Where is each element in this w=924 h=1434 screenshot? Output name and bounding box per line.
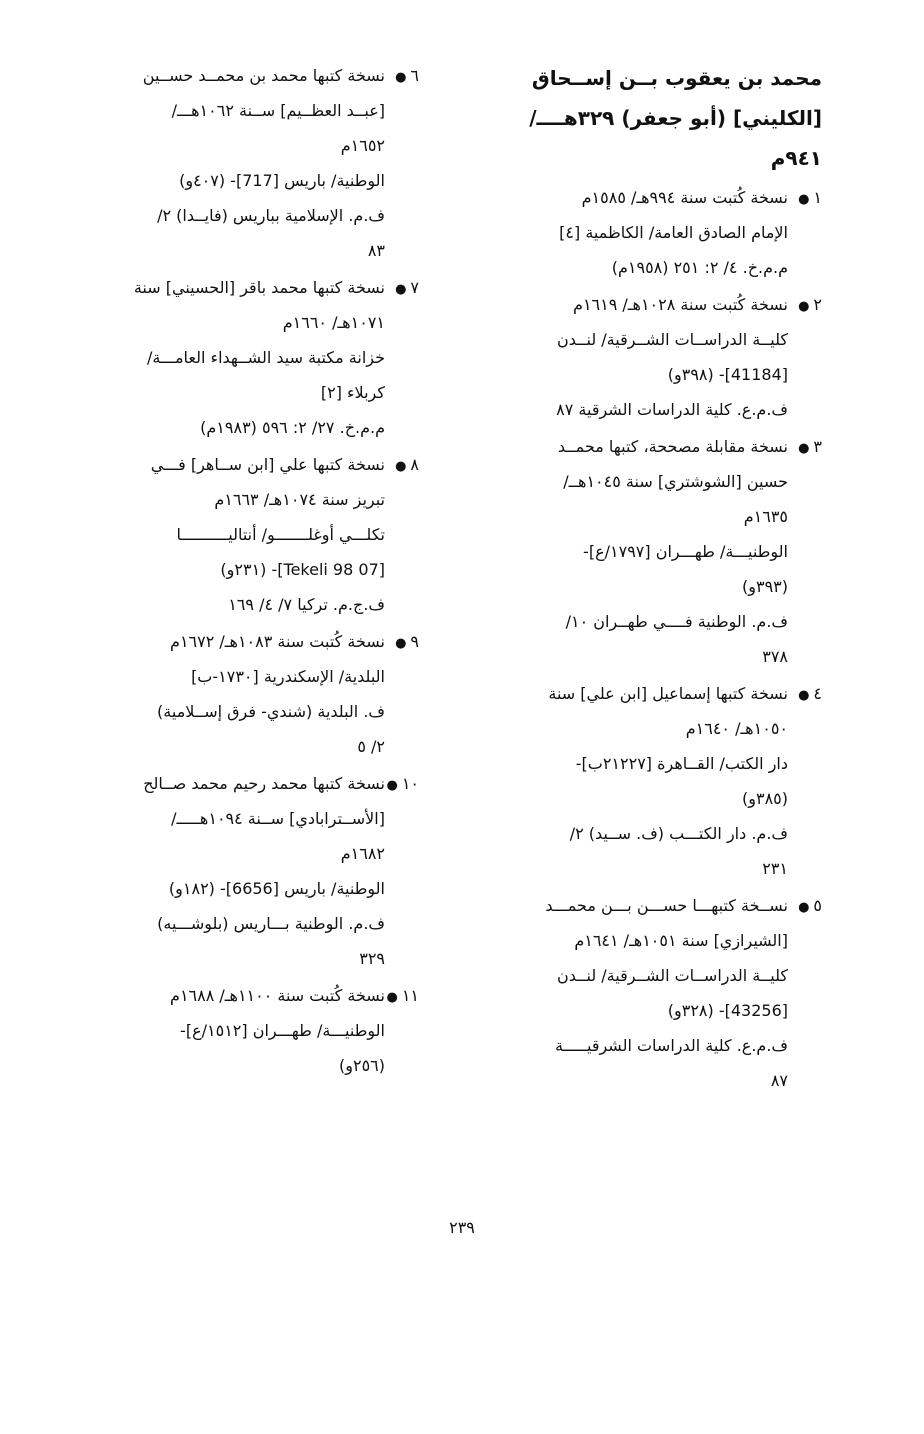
entry-number-text: ٢ <box>813 295 822 314</box>
entry-number-text: ٩ <box>410 632 419 651</box>
entry-detail-line: ٢٣١ <box>762 859 788 878</box>
entry-description: نسخة كُتبت سنة ١٠٨٣هـ/ ١٦٧٢م <box>170 632 385 651</box>
entry-detail-line: ف.م.ع. كلية الدراسات الشرقية ٨٧ <box>556 400 788 419</box>
entry-detail-line: ١٠٥٠هـ/ ١٦٤٠م <box>685 719 788 738</box>
entry-number <box>395 624 419 661</box>
bullet-icon: ● <box>386 778 398 793</box>
entry-detail-line: ف.م. الإسلامية بباريس (فايــدا) ٢/ <box>157 206 385 225</box>
entry-detail-line: تبريز سنة ١٠٧٤هـ/ ١٦٦٣م <box>214 490 385 509</box>
bullet-icon: ● <box>395 459 407 474</box>
entry-number-text: ٧ <box>410 278 419 297</box>
entry-number <box>395 447 419 484</box>
entry-detail-line: الإمام الصادق العامة/ الكاظمية [٤] <box>559 223 788 242</box>
entry-description: نســخة كتبهـــا حســـن بـــن محمـــد <box>545 896 788 915</box>
entry-detail-line: ف. البلدية (شندي- فرق إســلامية) <box>157 702 385 721</box>
entry-detail-line: ٨٧ <box>770 1071 788 1090</box>
manuscript-entry <box>94 978 419 1083</box>
entry-detail-line: ٣٧٨ <box>762 647 788 666</box>
heading-line: ٩٤١م <box>770 146 822 170</box>
bullet-icon: ● <box>395 70 407 85</box>
entry-number-text: ٥ <box>813 896 822 915</box>
entry-detail-line: ١٠٧١هـ/ ١٦٦٠م <box>282 313 385 332</box>
heading-line: [الكليني] (أبو جعفر) ٣٢٩هــــ/ <box>529 106 822 130</box>
entry-number-text: ٤ <box>813 684 822 703</box>
entry-number-text: ١ <box>813 188 822 207</box>
entry-number <box>395 58 419 95</box>
entry-detail-line: [عبــد العظــيم] ســنة ١٠٦٢هـــ/ <box>171 101 385 120</box>
bullet-icon: ● <box>798 688 810 703</box>
entry-detail-line: دار الكتب/ القــاهرة [٢١٢٢٧ب]- <box>575 754 788 773</box>
entry-number-text: ٨ <box>410 455 419 474</box>
entry-description: نسخة كُتبت سنة ٩٩٤هـ/ ١٥٨٥م <box>581 188 788 207</box>
entry-detail-line: [43256]- (٣٢٨و) <box>667 1001 788 1020</box>
manuscript-entry <box>94 766 419 976</box>
left-column <box>94 58 419 1085</box>
entry-detail-line: الوطنية/ باريس [717]- (٤٠٧و) <box>179 171 385 190</box>
entry-description: نسخة مقابلة مصححة، كتبها محمــد <box>557 437 788 456</box>
entries-list <box>482 180 822 1098</box>
entry-detail-line: ١٦٥٢م <box>340 136 385 155</box>
page-number: ٢٣٩ <box>449 1218 475 1237</box>
manuscript-entry <box>482 888 822 1098</box>
bullet-icon: ● <box>798 299 810 314</box>
entry-description: نسخة كُتبت سنة ١١٠٠هـ/ ١٦٨٨م <box>170 986 385 1005</box>
entry-detail-line: م.م.خ. ٢٧/ ٢: ٥٩٦ (١٩٨٣م) <box>200 418 385 437</box>
entry-number <box>798 287 822 324</box>
heading-line: محمد بن يعقوب بــن إســحاق <box>531 66 822 90</box>
entry-number <box>798 888 822 925</box>
entry-detail-line: ٨٣ <box>367 241 385 260</box>
entry-description: نسخة كتبها محمد رحيم محمد صــالح <box>143 774 385 793</box>
entry-number <box>386 766 419 803</box>
entry-number-text: ١٠ <box>401 774 419 793</box>
bullet-icon: ● <box>798 441 810 456</box>
manuscript-entry <box>94 58 419 268</box>
entry-description: نسخة كُتبت سنة ١٠٢٨هـ/ ١٦١٩م <box>573 295 788 314</box>
entry-description: نسخة كتبها علي [ابن ســاهر] فـــي <box>150 455 385 474</box>
entry-detail-line: [41184]- (٣٩٨و) <box>667 365 788 384</box>
entry-detail-line: خزانة مكتبة سيد الشــهداء العامـــة/ <box>146 348 385 367</box>
entry-detail-line: (٢٥٦و) <box>339 1056 385 1075</box>
entry-detail-line: (٣٨٥و) <box>742 789 788 808</box>
bullet-icon: ● <box>798 900 810 915</box>
entry-detail-line: تكلـــي أوغلـــــــو/ أنتاليــــــــــا <box>176 525 385 544</box>
entry-detail-line: ف.م. الوطنية بـــاريس (بلوشـــيه) <box>157 914 385 933</box>
manuscript-entry <box>482 676 822 886</box>
bullet-icon: ● <box>798 192 810 207</box>
entry-detail-line: كربلاء [٢] <box>320 383 385 402</box>
entry-detail-line: الوطنيـــة/ طهـــران [١٥١٢/ع]- <box>180 1021 385 1040</box>
entry-detail-line: [الشيرازي] سنة ١٠٥١هـ/ ١٦٤١م <box>574 931 788 950</box>
entry-detail-line: كليــة الدراســات الشــرقية/ لنــدن <box>556 966 788 985</box>
entry-number <box>798 429 822 466</box>
entry-detail-line: (٣٩٣و) <box>742 577 788 596</box>
entry-detail-line: الوطنيـــة/ طهـــران [١٧٩٧/ع]- <box>583 542 788 561</box>
right-column <box>482 58 822 1100</box>
entry-detail-line: ف.م. دار الكتـــب (ف. ســيد) ٢/ <box>569 824 788 843</box>
entry-detail-line: البلدية/ الإسكندرية [١٧٣٠-ب] <box>191 667 385 686</box>
entry-description: نسخة كتبها محمد بن محمــد حســين <box>142 66 385 85</box>
entry-detail-line: [07 Tekeli 98]- (٢٣١و) <box>220 560 385 579</box>
author-heading <box>482 58 822 178</box>
entry-number <box>798 676 822 713</box>
entry-number <box>386 978 419 1015</box>
manuscript-entry <box>482 287 822 427</box>
entry-detail-line: ف.م. الوطنية فــــي طهــران ١٠/ <box>565 612 788 631</box>
entry-number-text: ٣ <box>813 437 822 456</box>
entry-detail-line: ٢/ ٥ <box>357 737 385 756</box>
manuscript-entry <box>482 180 822 285</box>
entry-detail-line: م.م.خ. ٤/ ٢: ٢٥١ (١٩٥٨م) <box>611 258 788 277</box>
manuscript-entry <box>94 270 419 445</box>
entry-detail-line: ١٦٨٢م <box>340 844 385 863</box>
entry-detail-line: [الأســترابادي] ســنة ١٠٩٤هـــــ/ <box>171 809 385 828</box>
entry-number <box>798 180 822 217</box>
entry-detail-line: ٣٢٩ <box>359 949 385 968</box>
entry-number-text: ١١ <box>401 986 419 1005</box>
entry-description: نسخة كتبها إسماعيل [ابن علي] سنة <box>548 684 788 703</box>
entry-detail-line: ف.ج.م. تركيا ٧/ ٤/ ١٦٩ <box>228 595 385 614</box>
entry-number <box>395 270 419 307</box>
entries-list <box>94 58 419 1083</box>
entry-detail-line: حسين [الشوشتري] سنة ١٠٤٥هــ/ <box>563 472 788 491</box>
entry-number-text: ٦ <box>410 66 419 85</box>
entry-description: نسخة كتبها محمد باقر [الحسيني] سنة <box>133 278 385 297</box>
bullet-icon: ● <box>395 636 407 651</box>
entry-detail-line: ف.م.ع. كلية الدراسات الشرقيـــــة <box>554 1036 788 1055</box>
bullet-icon: ● <box>386 990 398 1005</box>
manuscript-entry <box>482 429 822 674</box>
manuscript-entry <box>94 624 419 764</box>
bullet-icon: ● <box>395 282 407 297</box>
entry-detail-line: ١٦٣٥م <box>743 507 788 526</box>
entry-detail-line: الوطنية/ باريس [6656]- (١٨٢و) <box>168 879 385 898</box>
manuscript-entry <box>94 447 419 622</box>
entry-detail-line: كليــة الدراســات الشــرقية/ لنــدن <box>556 330 788 349</box>
